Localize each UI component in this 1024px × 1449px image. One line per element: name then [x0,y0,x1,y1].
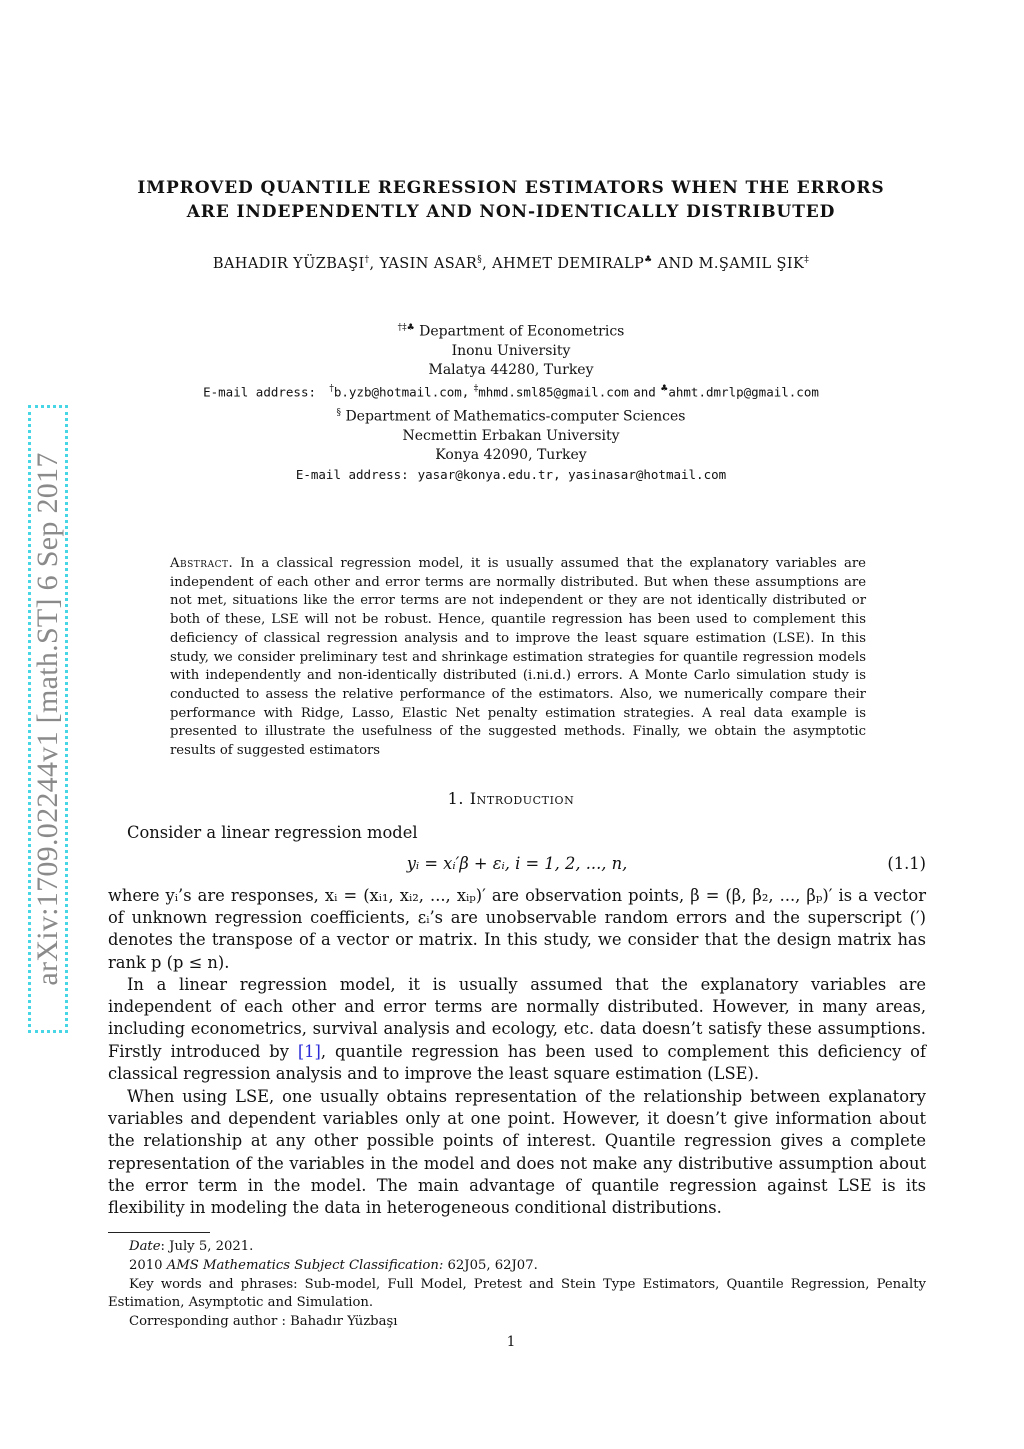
author-mark: § [477,255,483,265]
affiliation-marks: †‡♣ [397,323,415,333]
equation-number: (1.1) [887,854,926,873]
email-mark: † [329,383,334,394]
author-name: AHMET DEMIRALP [492,255,645,272]
affiliation-university: Necmettin Erbakan University [402,427,620,444]
abstract-label: Abstract. [170,556,234,571]
citation-link[interactable]: [1] [297,1041,321,1061]
arxiv-identifier: arXiv:1709.02244v1 [math.ST] 6 Sep 2017 [31,452,64,986]
footnote-keywords: Key words and phrases: Sub-model, Full Model, Pretest and Stein Type Estimators, Quantile Regression, Penalty Estimation, Asymptotic and Simulation. [108,1276,926,1311]
affiliation-university: Inonu University [451,342,571,359]
paragraph-text: In a linear regression model, it is usually assumed that the explanatory variables are independent of each other and error terms are normally distributed. However, in many areas, including econometrics, survival analysis and ecology, etc. data doesn’t satisfy these assumptions. Firstly introduced by [108,975,926,1061]
email-link[interactable]: b.yzb@hotmail.com, [333,384,470,400]
email-conjunction: and [633,384,656,400]
author-separator: , [369,255,380,272]
paragraph-2 [108,974,926,1085]
paragraph-where: where yᵢ’s are responses, xᵢ = (xᵢ₁, xᵢ₂, ..., xᵢₚ)′ are observation points, β = (β, β₂, ..., βₚ)′ is a vector of unknown regression coefficients, εᵢ’s are unobservable random errors and the superscript (′) denotes the transpose of a vector or matrix. In this study, we consider that the design matrix has rank p (p ≤ n). [108,886,926,972]
affiliation-department [100,404,922,427]
author-separator: AND [652,255,699,272]
footnote-msc [108,1257,926,1276]
abstract-text: In a classical regression model, it is usually assumed that the explanatory variables are independent of each other and error terms are normally distributed. But when these assumptions are not met, situations like the error terms are not independent or they are not identically distributed or both of these, LSE will not be robust. Hence, quantile regression has been used to complement this deficiency of classical regression analysis and to improve the least square estimation (LSE). In this study, we consider preliminary test and shrinkage estimation strategies for quantile regression models with independently and non-identically distributed (i.ni.d.) errors. A Monte Carlo simulation study is conducted to assess the relative performance of the estimators. Also, we numerically compare their performance with Ridge, Lasso, Elastic Net penalty estimation strategies. A real data example is presented to illustrate the usefulness of the suggested methods. Finally, we obtain the asymptotic results of suggested estimators [170,556,866,759]
author-mark: † [364,255,370,265]
footnote-label: AMS Mathematics Subject Classification: [166,1257,444,1273]
author-mark: ‡ [804,255,810,265]
footnote-prefix: 2010 [129,1257,167,1273]
affiliation-block-1 [100,319,922,402]
affiliation-city: Konya 42090, Turkey [435,446,587,463]
email-label: E-mail address: [295,466,409,482]
department-name: Department of Econometrics [419,323,625,340]
author-name: YASIN ASAR [379,255,478,272]
footnote-corresponding: Corresponding author : Bahadır Yüzbaşı [129,1314,398,1330]
author-list [100,255,922,272]
email-link[interactable]: ahmt.dmrlp@gmail.com [668,384,819,400]
affiliation-city: Malatya 44280, Turkey [428,361,594,378]
footnote-divider [108,1232,210,1233]
affiliation-emails [100,380,922,403]
section-title: Introduction [469,789,575,808]
affiliation-marks: § [336,408,341,418]
author-name: M.ŞAMIL ŞIK [698,255,805,272]
footnote-value: : July 5, 2021. [160,1239,254,1254]
email-link[interactable]: mhmd.sml85@gmail.com [478,384,629,400]
arxiv-stamp[interactable] [28,405,68,1033]
author-mark: ♣ [644,255,653,265]
intro-lead: Consider a linear regression model [127,823,418,842]
paragraph-text: , quantile regression has been used to complement this deficiency of classical regression analysis and to improve the least square estimation (LSE). [108,1041,926,1083]
title-line-1: IMPROVED QUANTILE REGRESSION ESTIMATORS WHEN THE ERRORS [137,178,885,198]
footnote-label: Date [129,1239,161,1254]
email-label: E-mail address: [203,384,316,400]
paragraph-3: When using LSE, one usually obtains representation of the relationship between explanatory variables and dependent variables only at one point. However, it doesn’t give information about the relationship at any other possible points of interest. Quantile regression gives a complete representation of the variables in the model and does not make any distributive assumption about the error term in the model. The main advantage of quantile regression against LSE is its flexibility in modeling the data in heterogeneous conditional distributions. [108,1087,926,1218]
footnote-date [108,1238,926,1257]
email-mark: ‡ [473,383,479,394]
author-separator: , [482,255,493,272]
section-number: 1. [447,789,465,808]
department-name: Department of Mathematics-computer Sciences [345,408,686,425]
author-name: BAHADIR YÜZBAŞI [212,255,365,272]
page-number: 1 [506,1334,516,1350]
paper-title [100,176,922,224]
affiliation-block-2 [100,404,922,485]
abstract [170,555,866,761]
section-heading [100,789,922,808]
affiliation-department [100,319,922,342]
footnote-value: 62J05, 62J07. [443,1257,538,1273]
title-line-2: ARE INDEPENDENTLY AND NON-IDENTICALLY DISTRIBUTED [186,202,836,222]
footnotes [108,1238,926,1332]
email-mark: ♣ [660,383,669,394]
affiliation-emails [100,465,922,485]
email-link[interactable]: yasar@konya.edu.tr, yasinasar@hotmail.com [417,466,727,482]
equation-body: yᵢ = xᵢ′β + εᵢ, i = 1, 2, ..., n, [406,854,628,873]
